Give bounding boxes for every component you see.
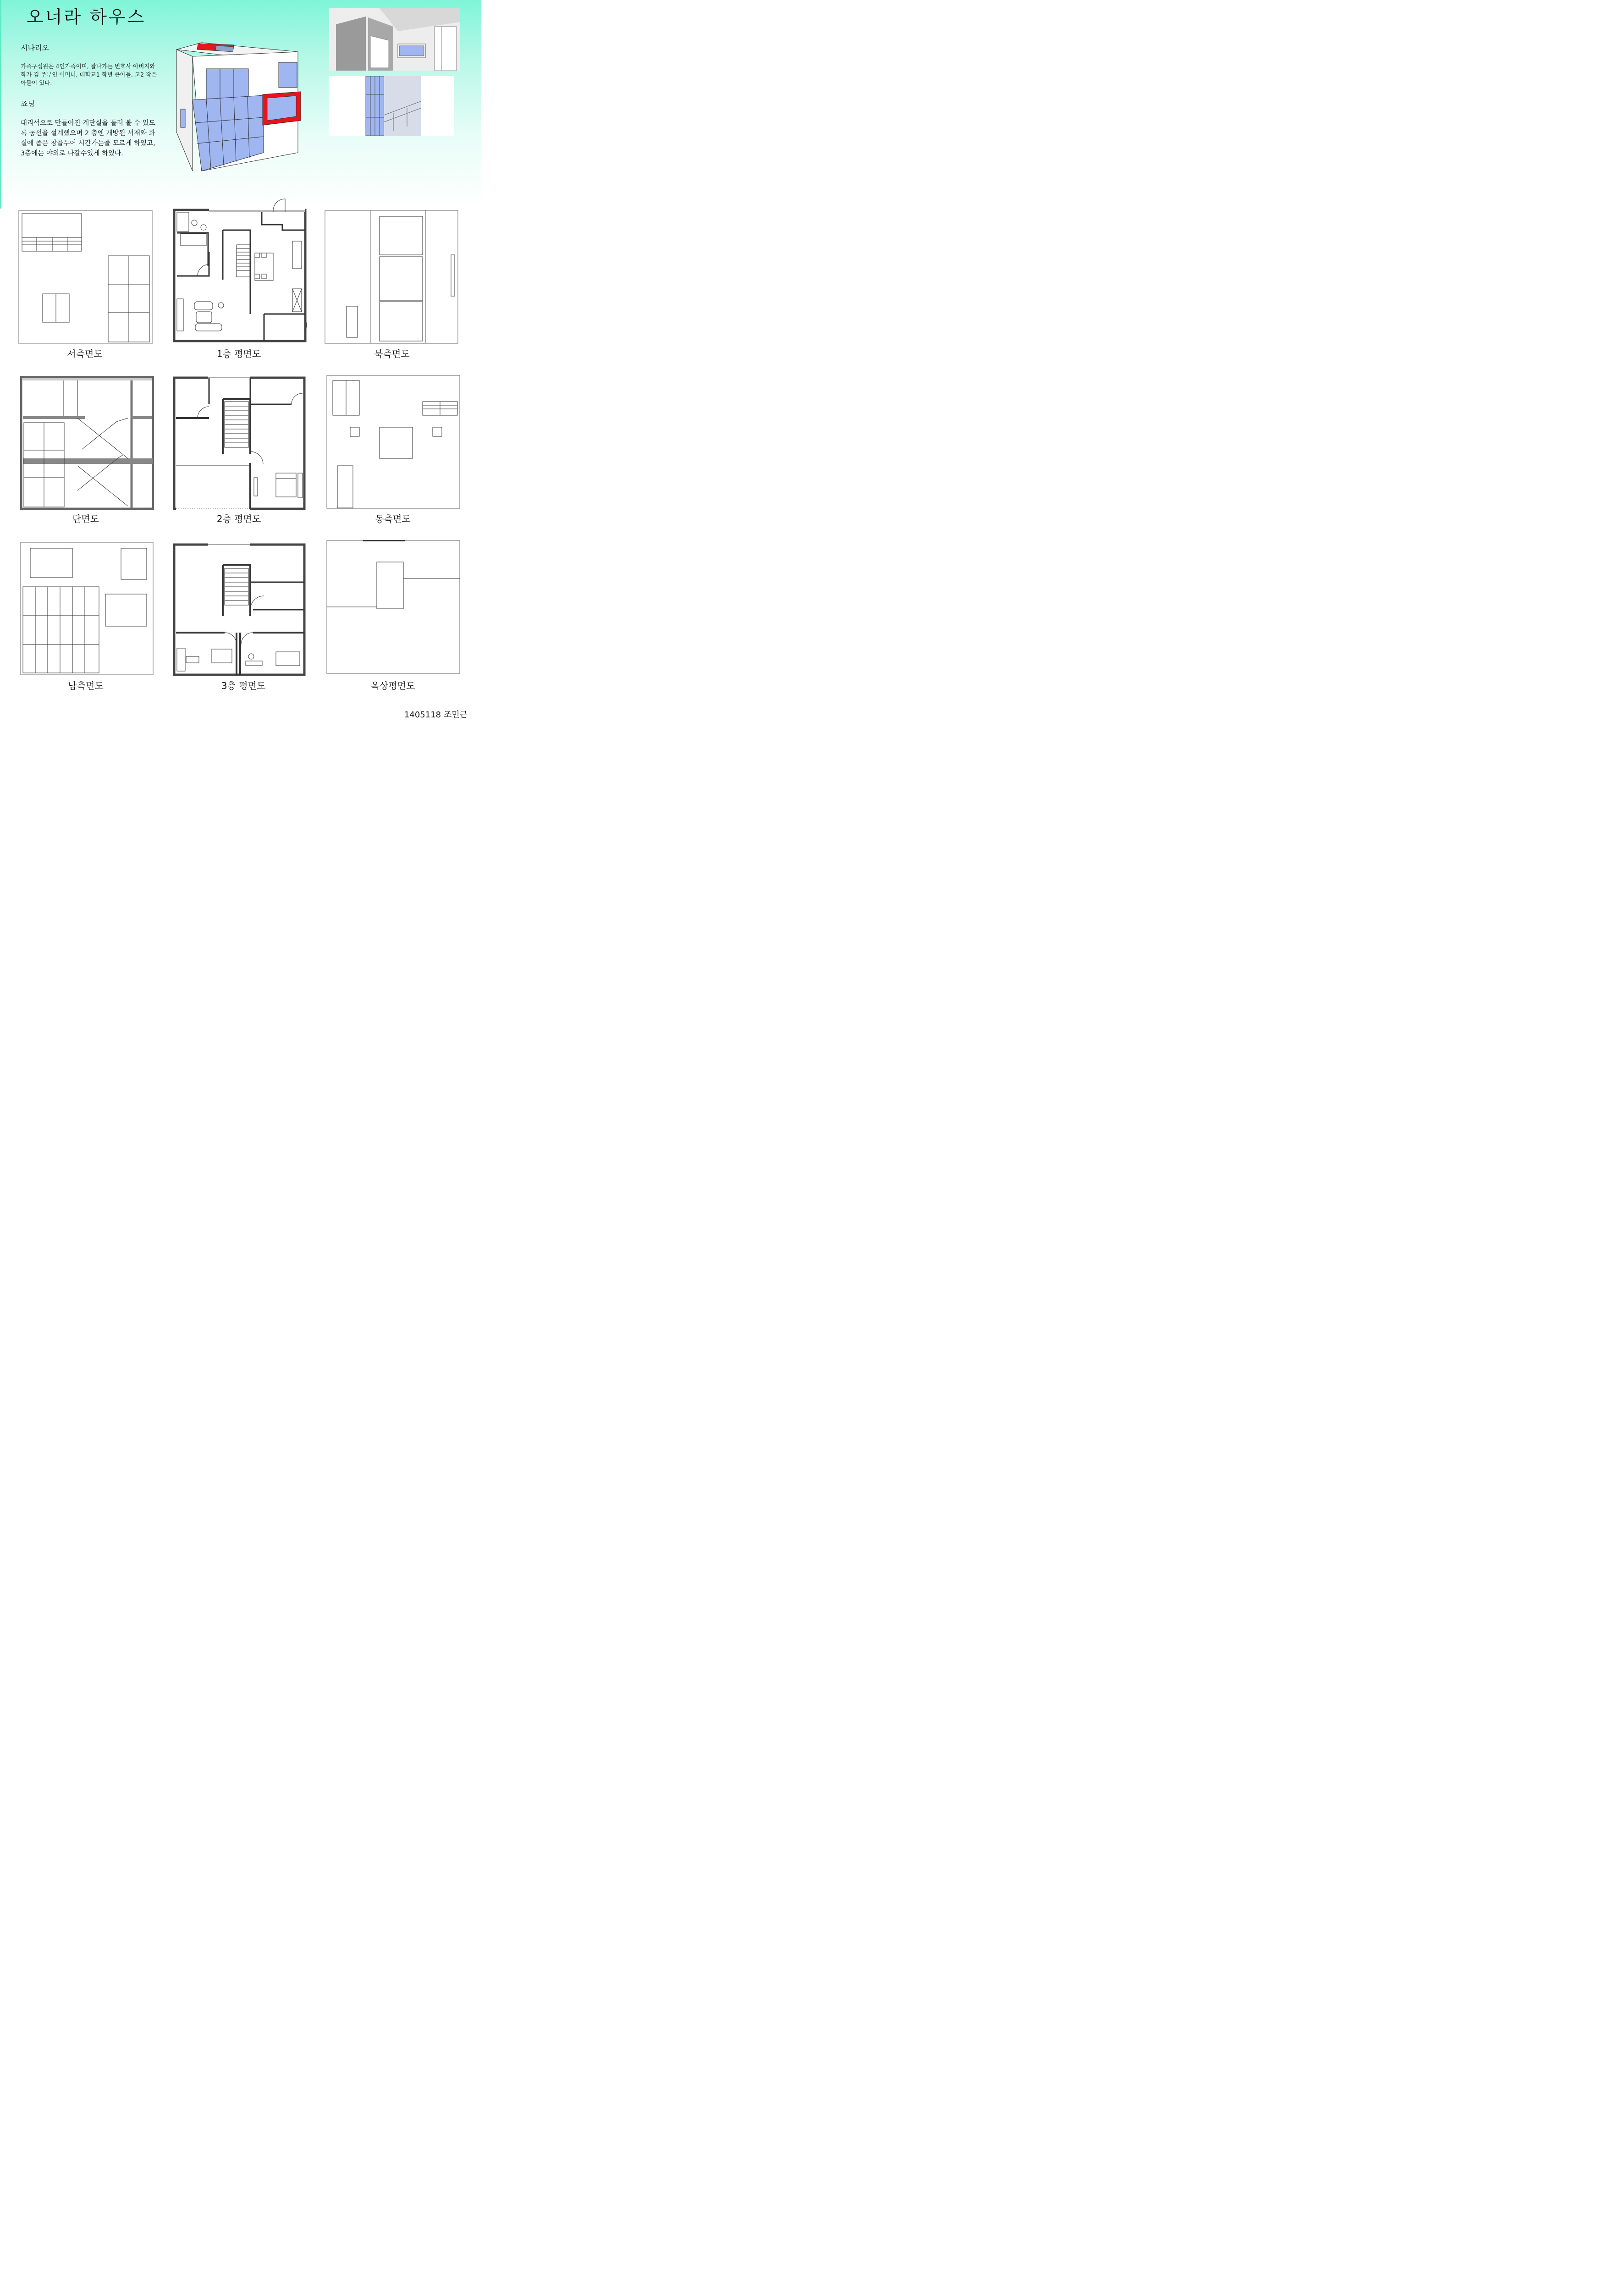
north-elevation-caption: 북측면도 [374,348,410,359]
west-elevation-drawing [18,210,153,345]
scenario-text: 가족구성원은 4인가족이며, 잘나가는 변호사 아버지와 화가 겸 주부인 어머니, 대학교1 학년 큰아들, 고2 작은아들이 있다. [21,63,157,86]
floor3-plan-drawing [172,543,306,677]
north-elevation-drawing [325,210,459,345]
zoning-text: 대리석으로 만들어진 계단실을 둘러 볼 수 있도록 동선을 설계했으며 2 층엔 개방된 서재와 화실에 좁은 창을두어 시간가는줄 모르게 하였고, 3층에는 야외로 나갈수있게 하였다. [21,120,155,157]
scenario-heading: 시나리오 [21,44,49,52]
page-title: 오너라 하우스 [27,7,146,27]
interior-render-stair [329,8,460,71]
south-elevation-caption: 남측면도 [68,680,104,691]
floor1-plan-drawing [172,197,308,343]
south-elevation-drawing [20,542,154,676]
header-edge-strip [0,0,1,209]
floor2-plan-drawing [172,376,306,511]
section-caption: 단면도 [72,513,99,524]
roof-plan-drawing [326,540,461,675]
east-elevation-caption: 동측면도 [375,513,411,524]
floor2-plan-caption: 2층 평면도 [216,513,261,524]
roof-plan-caption: 옥상평면도 [370,680,415,691]
floor1-plan-caption: 1층 평면도 [216,348,261,359]
east-elevation-drawing [326,375,461,511]
floor3-plan-caption: 3층 평면도 [221,680,266,691]
author-signature: 1405118 조민근 [404,710,468,720]
zoning-heading: 죠닝 [21,99,35,108]
section-drawing [20,376,154,510]
west-elevation-caption: 서측면도 [67,348,103,359]
house-3d-render [174,40,307,173]
interior-render-hall [329,76,454,136]
